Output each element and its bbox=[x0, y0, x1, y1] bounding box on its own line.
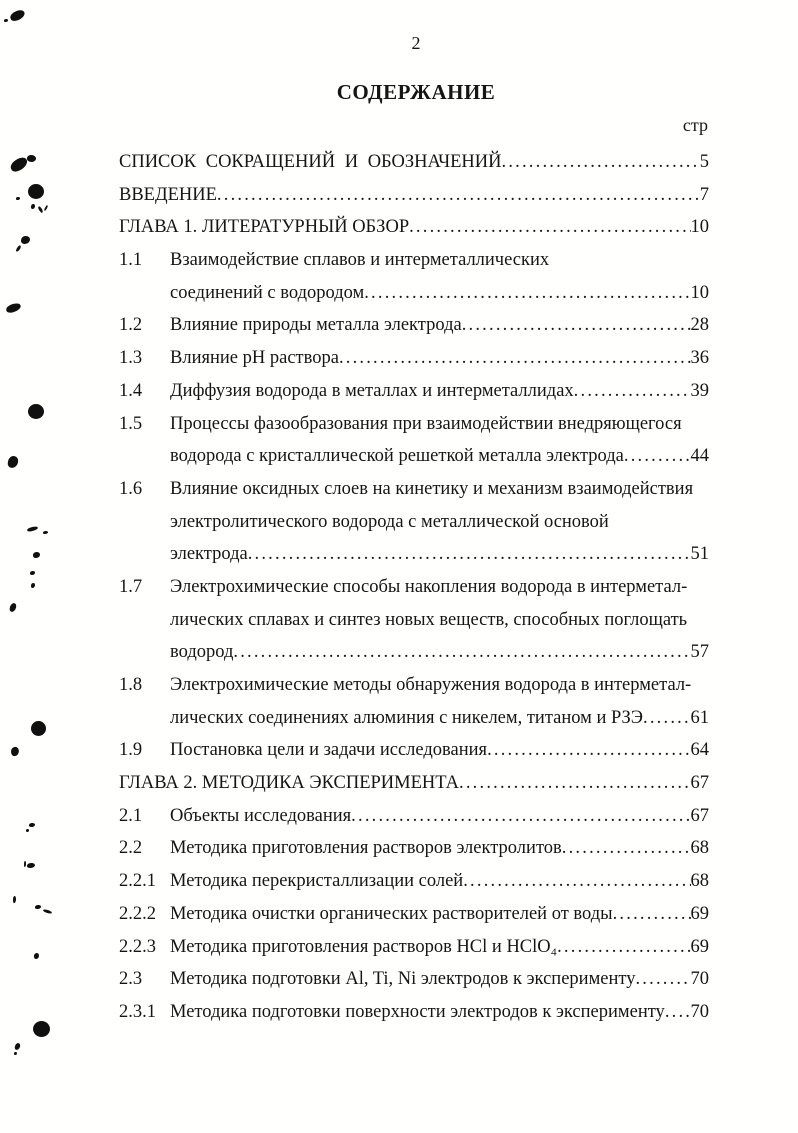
dot-leader bbox=[248, 538, 691, 571]
toc-entry-text: электрода bbox=[170, 544, 248, 565]
toc-line bbox=[119, 244, 709, 277]
toc-line bbox=[119, 604, 709, 637]
toc-entry-page: 7 bbox=[699, 184, 709, 205]
toc-entry-text: Методика подготовки поверхности электродов к эксперименту bbox=[170, 1001, 665, 1022]
toc-entry-number: 1.2 bbox=[119, 315, 143, 336]
toc-entry-number: 1.8 bbox=[119, 675, 143, 695]
toc-entry-page: 39 bbox=[690, 380, 709, 401]
toc-line bbox=[119, 375, 709, 408]
toc-entry-page: 68 bbox=[690, 871, 709, 892]
toc-line bbox=[119, 669, 709, 702]
ink-speck bbox=[33, 552, 40, 558]
toc-entry-text: лических соединениях алюминия с никелем, титаном и РЗЭ bbox=[170, 707, 644, 728]
toc-entry-text: Электрохимические методы обнаружения водорода в интерметал- bbox=[170, 675, 692, 695]
dot-leader bbox=[463, 865, 690, 898]
toc-entry-page: 28 bbox=[690, 315, 709, 336]
toc-entry-text: Методика подготовки Al, Ti, Ni электродов к эксперименту bbox=[170, 969, 636, 990]
toc-entry-text: ГЛАВА 1. ЛИТЕРАТУРНЫЙ ОБЗОР bbox=[119, 217, 410, 238]
toc-line bbox=[119, 636, 709, 669]
toc-entry-number: 1.3 bbox=[119, 348, 143, 369]
toc-line bbox=[119, 832, 709, 865]
toc-entry-page: 70 bbox=[690, 1001, 709, 1022]
ink-speck bbox=[26, 829, 29, 832]
toc-line bbox=[119, 506, 709, 539]
toc-entry-page: 10 bbox=[690, 217, 709, 238]
dot-leader bbox=[487, 734, 690, 767]
ink-blot bbox=[28, 184, 44, 199]
dot-leader bbox=[574, 375, 691, 408]
ink-speck bbox=[29, 823, 35, 827]
toc-line bbox=[119, 963, 709, 996]
dot-leader bbox=[562, 832, 691, 865]
toc-entry-page: 61 bbox=[690, 707, 709, 728]
toc-entry-number: 2.3.1 bbox=[119, 1001, 156, 1022]
toc-entry-text: Постановка цели и задачи исследования bbox=[170, 740, 488, 761]
ink-speck bbox=[7, 455, 19, 469]
toc-line bbox=[119, 211, 709, 244]
toc-entry-text: Объекты исследования bbox=[170, 805, 352, 826]
ink-speck bbox=[26, 154, 37, 163]
ink-speck bbox=[10, 746, 19, 756]
toc-entry-page: 68 bbox=[690, 838, 709, 859]
ink-speck bbox=[30, 571, 35, 575]
ink-speck bbox=[15, 245, 21, 253]
toc-entry-text: Электрохимические способы накопления водорода в интерметал- bbox=[170, 576, 688, 597]
toc-line bbox=[119, 473, 709, 506]
page-title: СОДЕРЖАНИЕ bbox=[336, 80, 496, 104]
toc-entry-page: 51 bbox=[690, 544, 709, 565]
toc-line bbox=[119, 931, 709, 964]
toc-entry-text: водород bbox=[170, 642, 234, 663]
toc-entry-text: ВВЕДЕНИЕ bbox=[119, 184, 217, 205]
toc-entry-page: 69 bbox=[690, 936, 709, 957]
ink-speck bbox=[31, 204, 35, 209]
ink-speck bbox=[44, 205, 48, 211]
toc-entry-text: соединений с водородом bbox=[170, 282, 365, 303]
toc-line bbox=[119, 408, 709, 441]
toc-line bbox=[119, 734, 709, 767]
toc-entry-number: 1.4 bbox=[119, 380, 143, 401]
ink-speck bbox=[31, 583, 35, 588]
ink-speck bbox=[16, 197, 20, 200]
toc-entry-text: Процессы фазообразования при взаимодействии внедряющегося bbox=[170, 413, 682, 434]
column-header-str: стр bbox=[682, 115, 708, 135]
toc-entry-text: лических сплавах и синтез новых веществ, способных поглощать bbox=[170, 609, 688, 630]
page-number: 2 bbox=[411, 33, 421, 53]
toc-entry-number: 1.6 bbox=[119, 478, 143, 499]
toc-entry-page: 70 bbox=[690, 969, 709, 990]
dot-leader bbox=[613, 898, 691, 931]
toc-entry-number: 1.7 bbox=[119, 576, 143, 597]
toc-line bbox=[119, 800, 709, 833]
ink-speck bbox=[27, 863, 35, 868]
toc-entry-number: 2.2.2 bbox=[119, 903, 156, 924]
dot-leader bbox=[364, 277, 690, 310]
toc-entry-text: Методика очистки органических растворителей от воды bbox=[170, 903, 613, 924]
toc-entry-text: СПИСОК СОКРАЩЕНИЙ И ОБОЗНАЧЕНИЙ bbox=[119, 152, 502, 172]
toc-line bbox=[119, 767, 709, 800]
dot-leader bbox=[459, 767, 690, 800]
toc-line bbox=[119, 440, 709, 473]
toc-line bbox=[119, 277, 709, 310]
toc-entry-page: 67 bbox=[690, 773, 709, 794]
dot-leader bbox=[635, 963, 690, 996]
toc-entry-text: Методика приготовления растворов электролитов bbox=[170, 838, 562, 859]
ink-speck bbox=[37, 206, 43, 213]
ink-speck bbox=[24, 861, 26, 867]
ink-speck bbox=[5, 302, 22, 314]
toc-entry-text: Влияние оксидных слоев на кинетику и механизм взаимодействия bbox=[170, 478, 694, 499]
toc-entry-text: Диффузия водорода в металлах и интерметаллидах bbox=[170, 380, 574, 401]
toc-entry-page: 67 bbox=[690, 805, 709, 826]
toc-entry-text: Взаимодействие сплавов и интерметаллических bbox=[170, 250, 550, 271]
ink-speck bbox=[9, 602, 17, 612]
dot-leader bbox=[462, 309, 691, 342]
dot-leader bbox=[409, 211, 690, 244]
toc-entry-number: 2.2 bbox=[119, 838, 143, 859]
toc-entry-page: 5 bbox=[699, 152, 709, 172]
ink-speck bbox=[14, 1042, 21, 1050]
toc-entry-page: 69 bbox=[690, 903, 709, 924]
toc-entry-page: 36 bbox=[690, 348, 709, 369]
ink-speck bbox=[27, 526, 39, 532]
ink-blot bbox=[28, 404, 44, 419]
dot-leader bbox=[665, 996, 691, 1029]
toc-entry-number: 2.3 bbox=[119, 969, 143, 990]
ink-speck bbox=[13, 896, 16, 903]
toc-entry-number: 1.1 bbox=[119, 250, 143, 271]
ink-speck bbox=[34, 953, 39, 959]
toc-entry-text: ГЛАВА 2. МЕТОДИКА ЭКСПЕРИМЕНТА bbox=[119, 773, 460, 794]
toc-line bbox=[119, 179, 709, 212]
dot-leader bbox=[217, 179, 700, 212]
toc-entry-text: Влияние природы металла электрода bbox=[170, 315, 462, 336]
dot-leader bbox=[233, 636, 690, 669]
toc-entry-page: 57 bbox=[690, 642, 709, 663]
toc-entry-text: водорода с кристаллической решеткой металла электрода bbox=[170, 446, 624, 467]
dot-leader bbox=[351, 800, 690, 833]
toc-line bbox=[119, 571, 709, 604]
ink-speck bbox=[43, 531, 48, 534]
ink-speck bbox=[9, 9, 26, 23]
ink-speck bbox=[4, 19, 8, 22]
dot-leader bbox=[502, 146, 700, 179]
dot-leader bbox=[339, 342, 691, 375]
toc-line bbox=[119, 342, 709, 375]
toc-entry-page: 44 bbox=[690, 446, 709, 467]
toc-entry-text: Влияние pH раствора bbox=[170, 348, 339, 369]
toc-entry-text: Методика перекристаллизации солей bbox=[170, 871, 464, 892]
toc-line bbox=[119, 538, 709, 571]
toc-line bbox=[119, 309, 709, 342]
dot-leader bbox=[624, 440, 691, 473]
toc-line bbox=[119, 146, 709, 179]
dot-leader bbox=[557, 931, 690, 964]
ink-blot bbox=[33, 1021, 50, 1037]
toc-entry-number: 2.2.1 bbox=[119, 871, 156, 892]
toc-line bbox=[119, 702, 709, 735]
table-of-contents bbox=[119, 146, 709, 1029]
toc-entry-number: 2.1 bbox=[119, 805, 143, 826]
toc-entry-page: 64 bbox=[690, 740, 709, 761]
ink-speck bbox=[43, 909, 52, 915]
toc-line bbox=[119, 865, 709, 898]
toc-line bbox=[119, 898, 709, 931]
ink-blot bbox=[31, 721, 46, 736]
toc-entry-text: электролитического водорода с металлической основой bbox=[170, 511, 609, 532]
toc-entry-number: 1.9 bbox=[119, 740, 143, 761]
toc-entry-number: 1.5 bbox=[119, 413, 143, 434]
toc-entry-number: 2.2.3 bbox=[119, 936, 156, 957]
ink-speck bbox=[21, 236, 30, 244]
toc-line bbox=[119, 996, 709, 1029]
toc-entry-page: 10 bbox=[690, 282, 709, 303]
toc-entry-text: Методика приготовления растворов HCl и HClO₄ bbox=[170, 936, 558, 957]
dot-leader bbox=[643, 702, 690, 735]
ink-speck bbox=[14, 1052, 17, 1055]
ink-speck bbox=[35, 905, 41, 909]
